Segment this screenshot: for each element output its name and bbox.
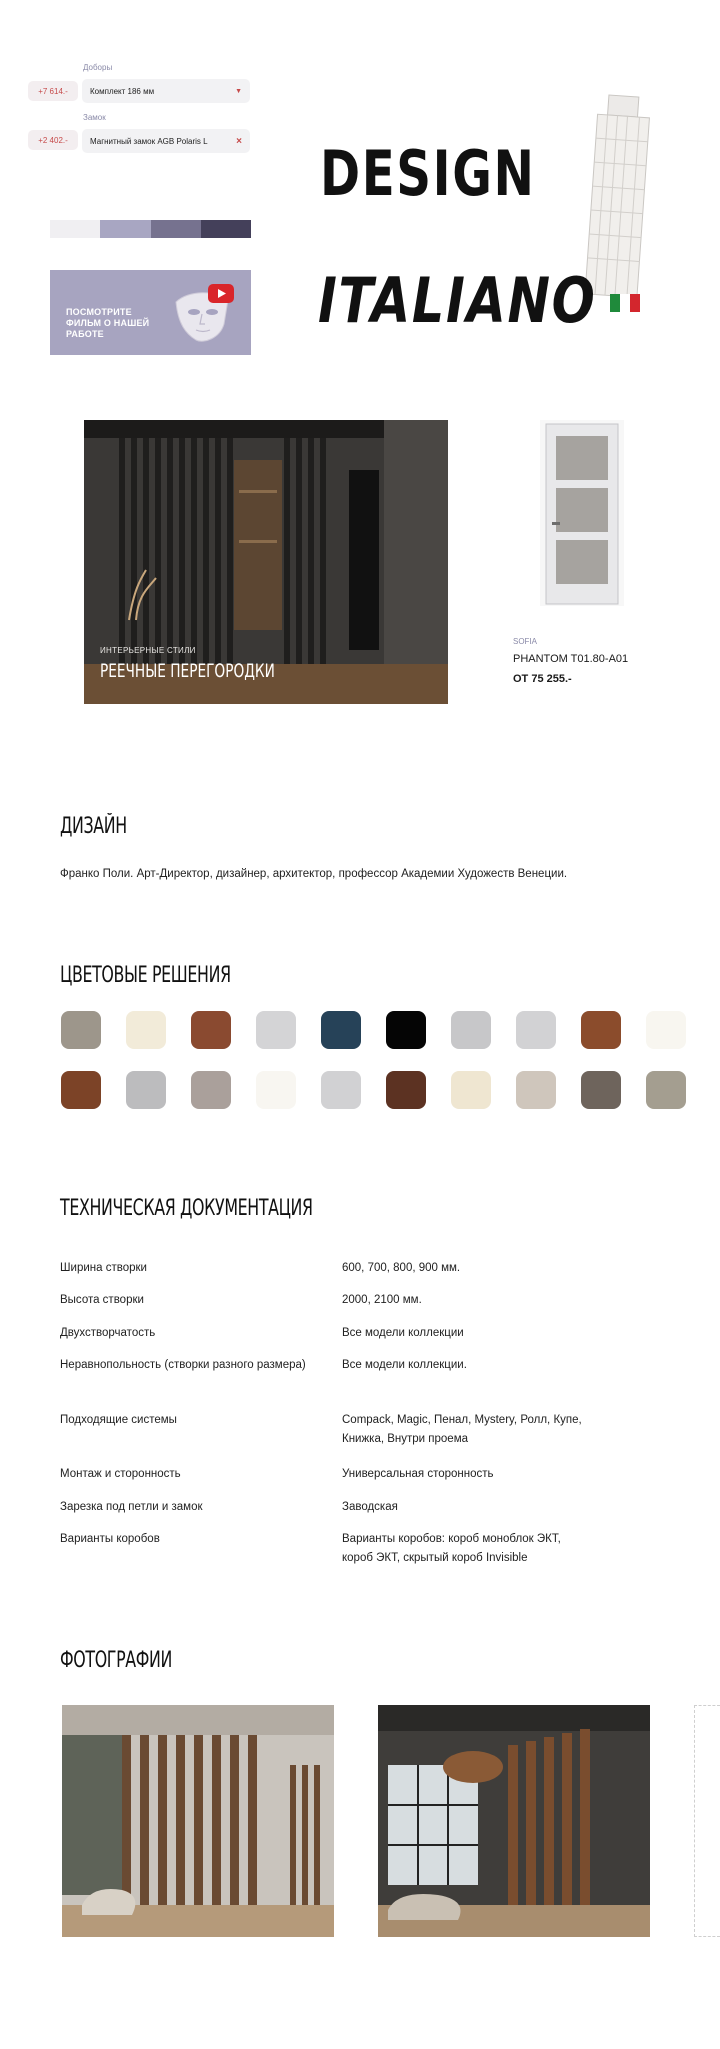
color-bar-segment bbox=[151, 220, 201, 238]
zamok-label: Замок bbox=[83, 113, 106, 122]
film-banner[interactable] bbox=[50, 270, 251, 355]
color-swatch[interactable] bbox=[516, 1071, 556, 1109]
color-swatch[interactable] bbox=[581, 1071, 621, 1109]
color-swatch[interactable] bbox=[516, 1011, 556, 1049]
spec-key: Неравнопольность (створки разного размера) bbox=[60, 1359, 306, 1371]
color-swatch[interactable] bbox=[321, 1011, 361, 1049]
color-swatch[interactable] bbox=[321, 1071, 361, 1109]
spec-key: Подходящие системы bbox=[60, 1414, 177, 1426]
design-heading: ДИЗАЙН bbox=[60, 814, 127, 839]
dobory-label: Доборы bbox=[83, 63, 113, 72]
dobory-select-value: Комплект 186 мм bbox=[90, 86, 155, 96]
spec-key: Высота створки bbox=[60, 1294, 144, 1306]
spec-key: Ширина створки bbox=[60, 1262, 147, 1274]
chevron-down-icon: ▼ bbox=[235, 87, 242, 95]
color-bar-segment bbox=[50, 220, 100, 238]
spec-value: Все модели коллекции. bbox=[342, 1359, 467, 1371]
color-swatch[interactable] bbox=[451, 1011, 491, 1049]
gallery-photo-1[interactable] bbox=[62, 1705, 334, 1937]
dobory-select[interactable] bbox=[82, 79, 250, 103]
product-brand: SOFIA bbox=[513, 637, 538, 646]
color-swatch[interactable] bbox=[191, 1011, 231, 1049]
hero-title-line1: DESIGN bbox=[320, 137, 536, 210]
spec-value: 600, 700, 800, 900 мм. bbox=[342, 1262, 461, 1274]
color-swatch[interactable] bbox=[386, 1071, 426, 1109]
spec-key: Зарезка под петли и замок bbox=[60, 1501, 203, 1513]
spec-key: Монтаж и сторонность bbox=[60, 1468, 181, 1480]
close-icon[interactable]: × bbox=[236, 135, 242, 147]
play-icon[interactable] bbox=[208, 284, 234, 303]
colors-heading: ЦВЕТОВЫЕ РЕШЕНИЯ bbox=[60, 963, 231, 988]
dobory-price: +7 614.- bbox=[28, 81, 78, 101]
gallery-next-placeholder[interactable] bbox=[694, 1705, 720, 1937]
color-swatch[interactable] bbox=[386, 1011, 426, 1049]
product-model[interactable]: PHANTOM T01.80-A01 bbox=[513, 653, 629, 665]
color-bar-segment bbox=[201, 220, 251, 238]
color-bar bbox=[50, 220, 251, 238]
color-swatch[interactable] bbox=[126, 1011, 166, 1049]
spec-value: Compack, Magic, Пенал, Mystery, Ролл, Купе, Книжка, Внутри проема bbox=[342, 1414, 582, 1445]
spec-value: Варианты коробов: короб моноблок ЭКТ, короб ЭКТ, скрытый короб Invisible bbox=[342, 1533, 561, 1564]
spec-value: Заводская bbox=[342, 1501, 398, 1513]
flag-italy-icon bbox=[610, 294, 640, 312]
color-bar-segment bbox=[100, 220, 151, 238]
color-swatch[interactable] bbox=[61, 1011, 101, 1049]
color-swatch[interactable] bbox=[581, 1011, 621, 1049]
hero-title-line2: ITALIANO bbox=[318, 264, 597, 337]
color-swatch[interactable] bbox=[191, 1071, 231, 1109]
color-swatch[interactable] bbox=[256, 1011, 296, 1049]
color-swatch[interactable] bbox=[256, 1071, 296, 1109]
spec-key: Двухстворчатость bbox=[60, 1327, 156, 1339]
door-image[interactable] bbox=[540, 420, 624, 606]
color-swatch[interactable] bbox=[61, 1071, 101, 1109]
photo-image bbox=[378, 1705, 650, 1937]
film-banner-text: ПОСМОТРИТЕ ФИЛЬМ О НАШЕЙ РАБОТЕ bbox=[66, 307, 150, 339]
spec-value: Универсальная сторонность bbox=[342, 1468, 494, 1480]
interior-card-kicker: ИНТЕРЬЕРНЫЕ СТИЛИ bbox=[100, 646, 196, 655]
photos-heading: ФОТОГРАФИИ bbox=[60, 1648, 173, 1673]
color-swatch[interactable] bbox=[646, 1011, 686, 1049]
zamok-select[interactable] bbox=[82, 129, 250, 153]
interior-card[interactable] bbox=[84, 420, 448, 704]
gallery-photo-2[interactable] bbox=[378, 1705, 650, 1937]
product-price: ОТ 75 255.- bbox=[513, 673, 572, 685]
color-swatch[interactable] bbox=[126, 1071, 166, 1109]
design-text: Франко Поли. Арт-Директор, дизайнер, архитектор, профессор Академии Художеств Венеции. bbox=[60, 868, 568, 880]
spec-value: Все модели коллекции bbox=[342, 1327, 464, 1339]
zamok-select-value: Магнитный замок AGB Polaris L bbox=[90, 136, 208, 146]
spec-key: Варианты коробов bbox=[60, 1533, 160, 1545]
tech-heading: ТЕХНИЧЕСКАЯ ДОКУМЕНТАЦИЯ bbox=[60, 1196, 313, 1221]
interior-card-title: РЕЕЧНЫЕ ПЕРЕГОРОДКИ bbox=[100, 660, 275, 682]
photo-image bbox=[62, 1705, 334, 1937]
zamok-price: +2 402.- bbox=[28, 130, 78, 150]
spec-value: 2000, 2100 мм. bbox=[342, 1294, 422, 1306]
color-swatch[interactable] bbox=[451, 1071, 491, 1109]
color-swatch[interactable] bbox=[646, 1071, 686, 1109]
